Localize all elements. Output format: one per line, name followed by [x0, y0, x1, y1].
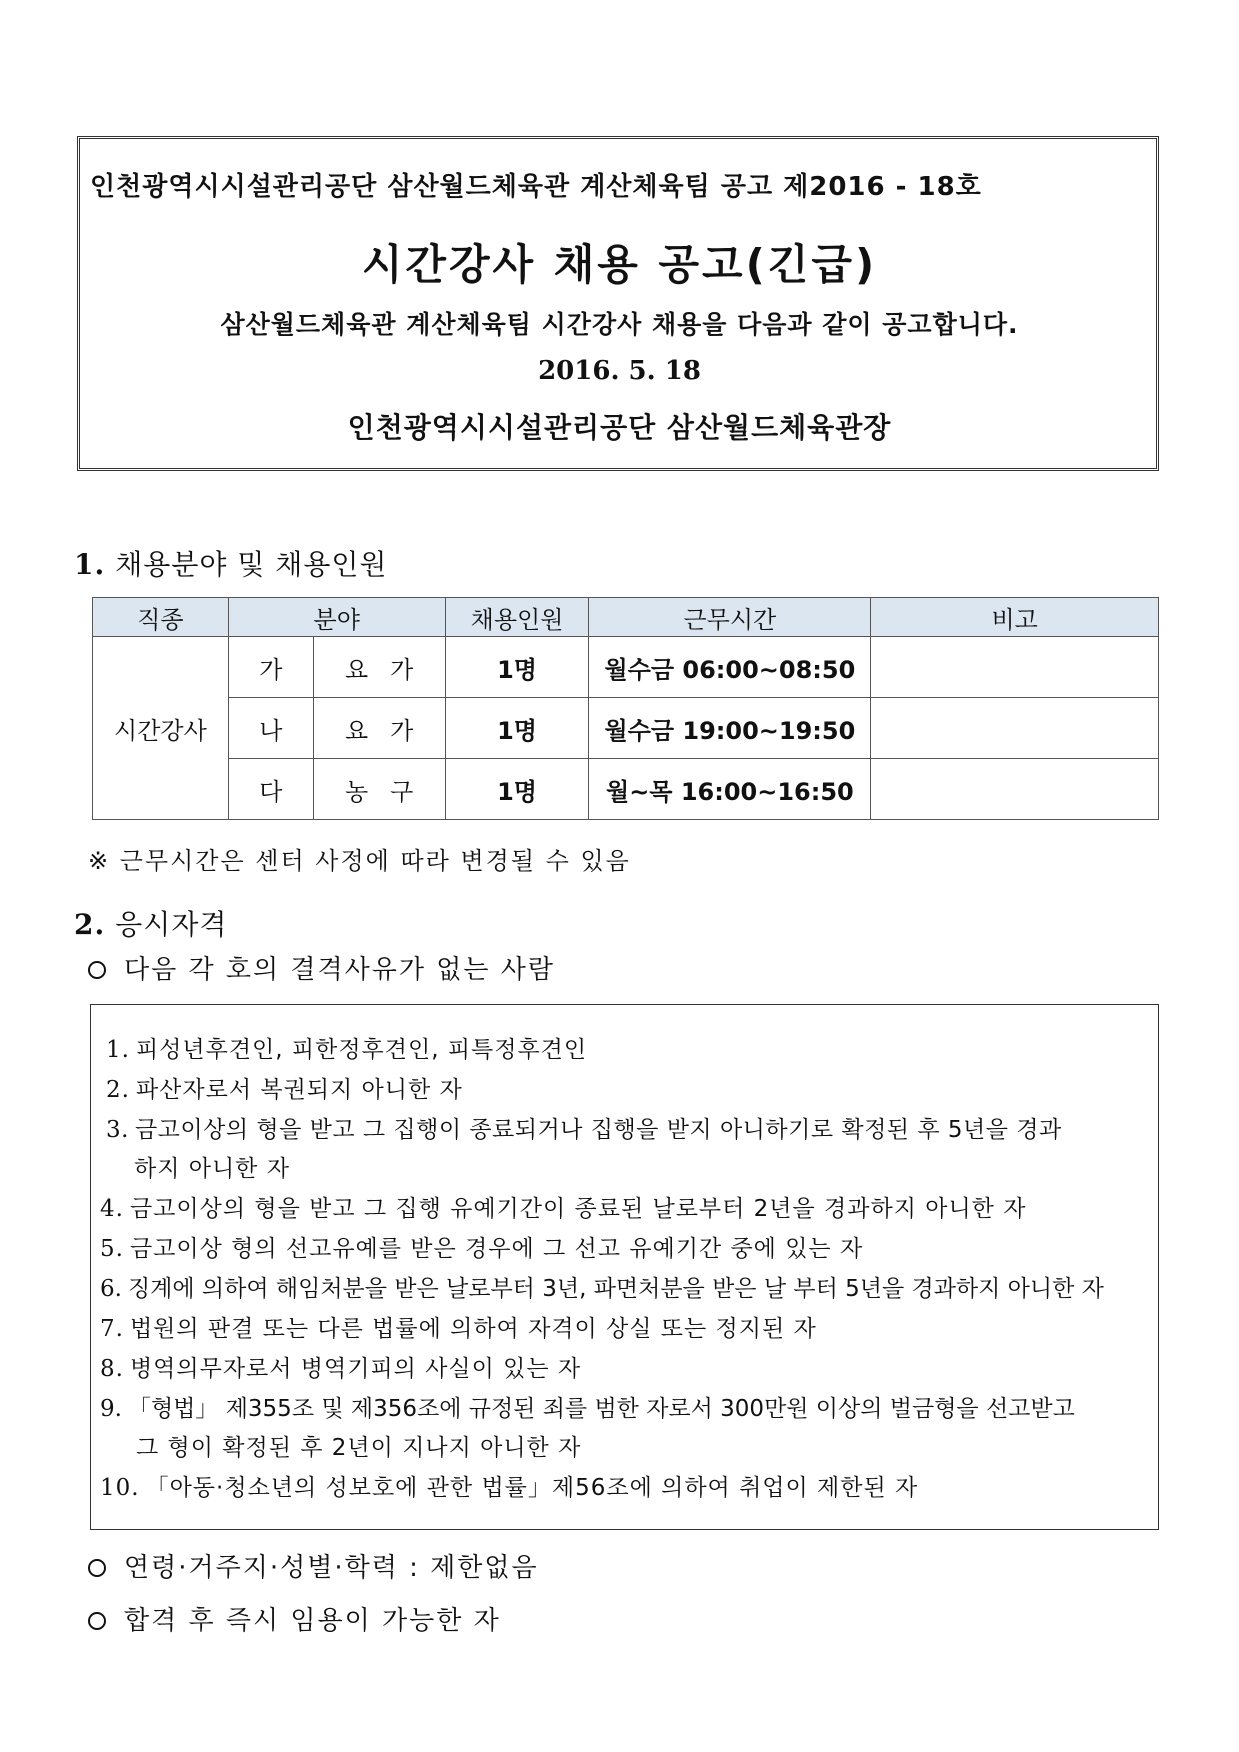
notice-subtitle: 삼산월드체육관 계산체육팀 시간강사 채용을 다음과 같이 공고합니다. — [220, 310, 1019, 339]
circle-bullet-icon — [88, 1559, 106, 1577]
col-header-job-type: 직종 — [93, 598, 229, 637]
list-item: 8. 병역의무자로서 병역기피의 사실이 있는 자 — [100, 1356, 582, 1382]
list-item: 5. 금고이상 형의 선고유예를 받은 경우에 그 선고 유예기간 중에 있는 자 — [100, 1236, 864, 1262]
row-hours: 월수금 19:00~19:50 — [589, 698, 871, 759]
table-row — [93, 637, 1159, 698]
list-item-continuation: 그 형이 확정된 후 2년이 지나지 아니한 자 — [136, 1435, 582, 1461]
row-note — [871, 759, 1159, 820]
recruitment-table — [92, 597, 1159, 820]
row-code: 다 — [228, 759, 313, 820]
list-item: 6. 징계에 의하여 해임처분을 받은 날로부터 3년, 파면처분을 받은 날 부터 5년을 경과하지 아니한 자 — [100, 1276, 1104, 1302]
list-item: 1. 피성년후견인, 피한정후견인, 피특정후견인 — [106, 1037, 588, 1063]
row-code: 나 — [228, 698, 313, 759]
section2-number: 2. — [74, 908, 106, 941]
row-field: 요가 — [313, 637, 445, 698]
table-row — [93, 698, 1159, 759]
row-count: 1명 — [445, 698, 589, 759]
col-header-count: 채용인원 — [445, 598, 589, 637]
section2-heading — [74, 903, 227, 943]
circle-bullet-icon — [88, 961, 106, 979]
table-header-row — [93, 598, 1159, 637]
notice-issuer: 인천광역시시설관리공단 삼산월드체육관장 — [347, 411, 892, 444]
section2-title: 응시자격 — [115, 908, 228, 941]
list-item: 7. 법원의 판결 또는 다른 법률에 의하여 자격이 상실 또는 정지된 자 — [100, 1316, 817, 1342]
qualification-extra: 합격 후 즉시 임용이 가능한 자 — [88, 1600, 501, 1637]
col-header-field: 분야 — [228, 598, 445, 637]
notice-date: 2016. 5. 18 — [538, 356, 701, 386]
section1-heading — [74, 543, 387, 583]
circle-bullet-icon — [88, 1612, 106, 1630]
row-field: 요가 — [313, 698, 445, 759]
row-hours: 월~목 16:00~16:50 — [589, 759, 871, 820]
table-row — [93, 759, 1159, 820]
list-item: 4. 금고이상의 형을 받고 그 집행 유예기간이 종료된 날로부터 2년을 경과하지 아니한 자 — [100, 1196, 1027, 1222]
page-title: 시간강사 채용 공고(긴급) — [361, 240, 878, 289]
hours-footnote: ※ 근무시간은 센터 사정에 따라 변경될 수 있음 — [88, 847, 631, 875]
list-item: 2. 파산자로서 복권되지 아니한 자 — [106, 1077, 463, 1103]
list-item: 9. 「형법」 제355조 및 제356조에 규정된 죄를 범한 자로서 300만원 이상의 벌금형을 선고받고 — [100, 1396, 1075, 1422]
col-header-note: 비고 — [871, 598, 1159, 637]
row-code: 가 — [228, 637, 313, 698]
row-count: 1명 — [445, 759, 589, 820]
section1-number: 1. — [74, 548, 106, 581]
list-item: 3. 금고이상의 형을 받고 그 집행이 종료되거나 집행을 받지 아니하기로 확정된 후 5년을 경과 — [106, 1117, 1062, 1143]
job-type-cell: 시간강사 — [93, 637, 229, 820]
col-header-hours: 근무시간 — [589, 598, 871, 637]
row-hours: 월수금 06:00~08:50 — [589, 637, 871, 698]
row-field: 농구 — [313, 759, 445, 820]
row-count: 1명 — [445, 637, 589, 698]
list-item-continuation: 하지 아니한 자 — [134, 1156, 290, 1182]
notice-number: 인천광역시시설관리공단 삼산월드체육관 계산체육팀 공고 제2016 - 18호 — [90, 172, 982, 202]
row-note — [871, 637, 1159, 698]
row-note — [871, 698, 1159, 759]
qualification-extra: 연령·거주지·성별·학력 : 제한없음 — [88, 1547, 539, 1584]
list-item: 10. 「아동·청소년의 성보호에 관한 법률」제56조에 의하여 취업이 제한된 자 — [100, 1475, 919, 1501]
qualification-intro: 다음 각 호의 결격사유가 없는 사람 — [88, 949, 555, 986]
section1-title: 채용분야 및 채용인원 — [115, 548, 388, 581]
